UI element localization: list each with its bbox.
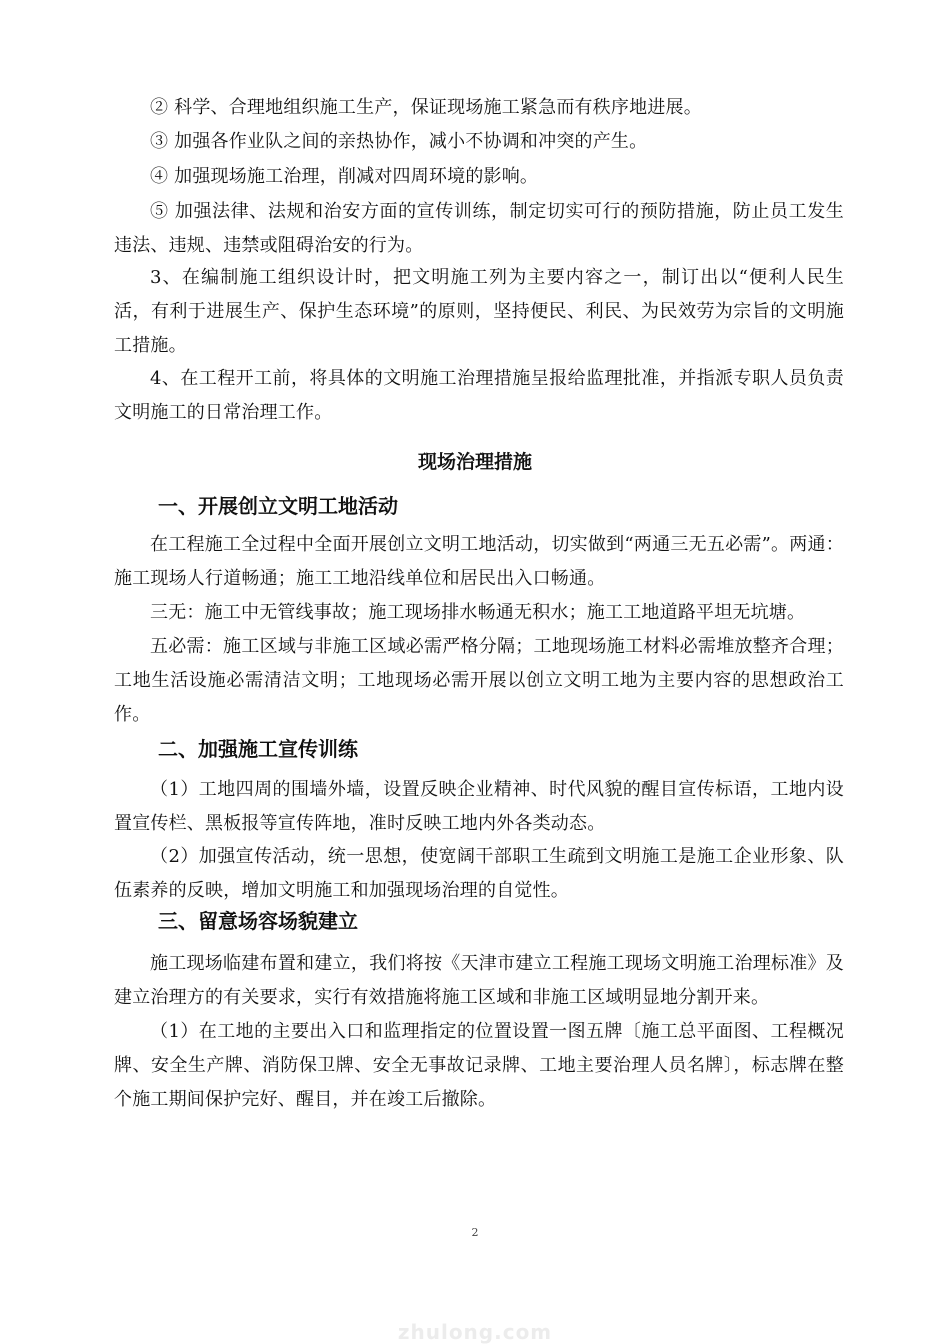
- section-heading-2: 二、加强施工宣传训练: [158, 737, 358, 761]
- paragraph-item-5: ⑤ 加强法律、法规和治安方面的宣传训练，制定切实可行的预防措施，防止员工发生违法、违规、违禁或阻碍治安的行为。: [114, 201, 844, 256]
- paragraph-point-4: 4、在工程开工前，将具体的文明施工治理措施呈报给监理批准，并指派专职人员负责文明施工的日常治理工作。: [114, 368, 844, 423]
- paragraph-item-2: ② 科学、合理地组织施工生产，保证现场施工紧急而有秩序地进展。: [150, 97, 702, 118]
- paragraph-item-4: ④ 加强现场施工治理，削减对四周环境的影响。: [150, 166, 539, 187]
- section3-paragraph-2: （1）在工地的主要出入口和监理指定的位置设置一图五牌〔施工总平面图、工程概况牌、安全生产牌、消防保卫牌、安全无事故记录牌、工地主要治理人员名牌〕，标志牌在整个施工期间保护完好、醒目，并在竣工后撤除。: [114, 1021, 844, 1110]
- page-title: 现场治理措施: [417, 451, 532, 473]
- watermark: zhulong.com: [397, 1320, 553, 1344]
- section1-paragraph-2: 三无：施工中无管线事故；施工现场排水畅通无积水；施工工地道路平坦无坑塘。: [150, 602, 806, 623]
- paragraph-item-3: ③ 加强各作业队之间的亲热协作，减小不协调和冲突的产生。: [150, 131, 648, 152]
- section3-paragraph-1: 施工现场临建布置和建立，我们将按《天津市建立工程施工现场文明施工治理标准》及建立治理方的有关要求，实行有效措施将施工区域和非施工区域明显地分割开来。: [114, 953, 844, 1008]
- section-heading-1: 一、开展创立文明工地活动: [158, 494, 398, 518]
- section-heading-3: 三、留意场容场貌建立: [158, 909, 358, 933]
- page-number: 2: [471, 1226, 479, 1239]
- paragraph-point-3: 3、在编制施工组织设计时，把文明施工列为主要内容之一，制订出以“便利人民生活，有利于进展生产、保护生态环境”的原则，坚持便民、利民、为民效劳为宗旨的文明施工措施。: [114, 267, 844, 356]
- section2-paragraph-1: （1）工地四周的围墙外墙，设置反映企业精神、时代风貌的醒目宣传标语，工地内设置宣传栏、黑板报等宣传阵地，准时反映工地内外各类动态。: [114, 779, 844, 834]
- section1-paragraph-3: 五必需：施工区域与非施工区域必需严格分隔；工地现场施工材料必需堆放整齐合理；工地生活设施必需清洁文明；工地现场必需开展以创立文明工地为主要内容的思想政治工作。: [114, 636, 844, 725]
- section1-paragraph-1: 在工程施工全过程中全面开展创立文明工地活动，切实做到“两通三无五必需”。两通：施工现场人行道畅通；施工工地沿线单位和居民出入口畅通。: [114, 534, 844, 589]
- section2-paragraph-2: （2）加强宣传活动，统一思想，使宽阔干部职工生疏到文明施工是施工企业形象、队伍素养的反映，增加文明施工和加强现场治理的自觉性。: [114, 846, 844, 901]
